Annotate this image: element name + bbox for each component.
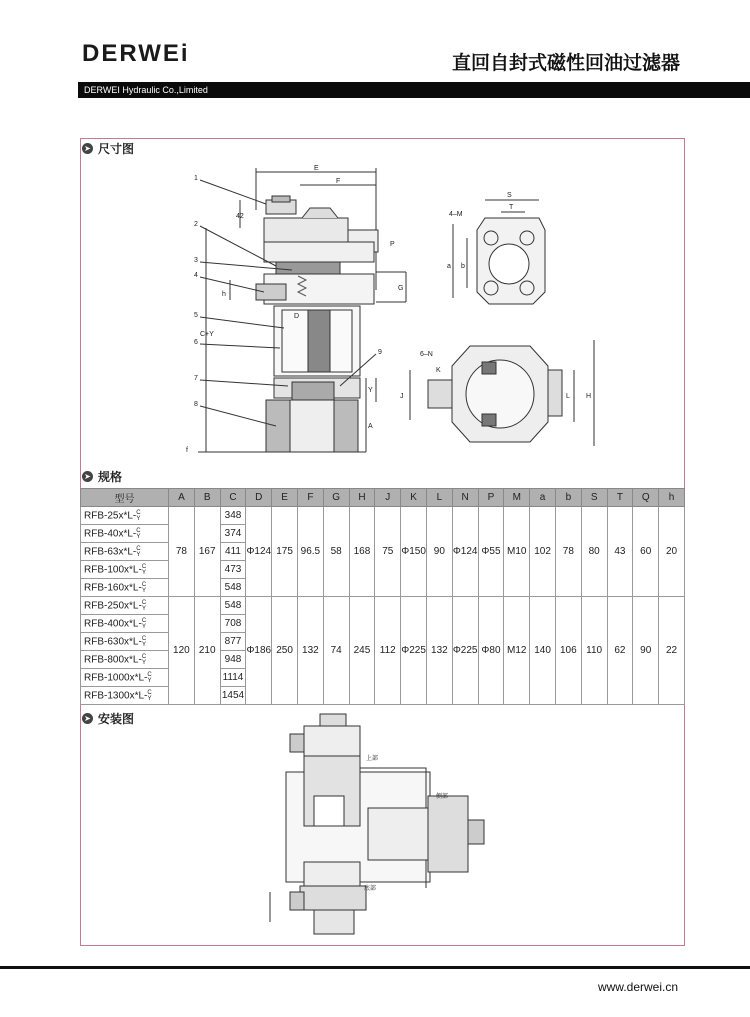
dim-F: F [336,178,341,185]
model-cell: RFB-25x*L-C Y [81,507,169,525]
install-drawing [260,712,500,942]
value-cell: Φ186 [246,597,272,705]
value-cell: 96.5 [297,507,323,597]
c-value-cell: 348 [220,507,246,525]
value-cell: 175 [272,507,298,597]
dim-J: J [400,393,404,400]
col-header: E [272,489,298,507]
col-header: S [581,489,607,507]
col-header: T [607,489,633,507]
value-cell: Φ124 [246,507,272,597]
dim-K: K [436,367,441,374]
callout-6: 6 [194,339,198,346]
spec-table-body [81,507,685,705]
value-cell: Φ124 [452,507,478,597]
head-top-drawing [400,330,610,455]
col-header: G [323,489,349,507]
dim-P: P [390,241,395,248]
value-cell: 60 [633,507,659,597]
value-cell: 58 [323,507,349,597]
model-suffix: C Y [147,689,152,702]
dim-42: 42 [236,213,244,220]
section-specs-heading [82,468,122,485]
value-cell: 132 [426,597,452,705]
bullet-icon: ➤ [82,713,93,724]
table-row [81,507,685,525]
c-value-cell: 548 [220,579,246,597]
col-header: F [297,489,323,507]
dimension-drawing [180,160,410,460]
col-header: C [220,489,246,507]
value-cell: Φ150 [401,507,427,597]
dim-f: f [186,447,188,454]
col-header: P [478,489,504,507]
model-cell: RFB-100x*L-C Y [81,561,169,579]
dim-Y: Y [368,387,373,394]
value-cell: 140 [530,597,556,705]
spec-header-row [81,489,685,507]
install-label-bottom: 底部 [364,886,377,892]
model-suffix: C Y [147,671,152,684]
dim-6N: 6–N [420,351,433,358]
callout-7: 7 [194,375,198,382]
value-cell: 43 [607,507,633,597]
col-header: B [194,489,220,507]
col-header: 型号 [81,489,169,507]
col-header: J [375,489,401,507]
callout-5: 5 [194,312,198,319]
company-bar: DERWEI Hydraulic Co.,Limited [78,82,750,98]
model-suffix: C Y [141,599,147,612]
value-cell: Φ225 [401,597,427,705]
value-cell: 78 [169,507,195,597]
col-header: M [504,489,530,507]
dim-A: A [368,423,373,430]
section-dimensions-label: 尺寸图 [98,142,135,156]
value-cell: 22 [659,597,685,705]
flange-drawing [445,188,555,308]
value-cell: 167 [194,507,220,597]
callout-3: 3 [194,257,198,264]
bullet-icon: ➤ [82,143,93,154]
callout-4: 4 [194,272,198,279]
value-cell: Φ80 [478,597,504,705]
value-cell: 80 [581,507,607,597]
callout-1: 1 [194,175,198,182]
col-header: b [555,489,581,507]
value-cell: 90 [426,507,452,597]
value-cell: 90 [633,597,659,705]
model-cell: RFB-63x*L-C Y [81,543,169,561]
col-header: D [246,489,272,507]
value-cell: M12 [504,597,530,705]
footer-url: www.derwei.cn [597,980,678,994]
c-value-cell: 548 [220,597,246,615]
company-logo: DERWEi [82,40,190,67]
dim-H: H [586,393,592,400]
col-header: A [169,489,195,507]
col-header: L [426,489,452,507]
value-cell: 106 [555,597,581,705]
value-cell: 132 [297,597,323,705]
dim-L: L [566,393,570,400]
install-label-top: 上部 [366,756,379,762]
model-cell: RFB-1000x*L-C Y [81,669,169,687]
model-cell: RFB-160x*L-C Y [81,579,169,597]
value-cell: 110 [581,597,607,705]
callout-2: 2 [194,221,198,228]
value-cell: 210 [194,597,220,705]
callout-9: 9 [378,349,382,356]
value-cell: M10 [504,507,530,597]
value-cell: 78 [555,507,581,597]
section-specs-label: 规格 [98,470,123,484]
dim-4M: 4–M [449,211,463,218]
bullet-icon: ➤ [82,471,93,482]
value-cell: 245 [349,597,375,705]
value-cell: 74 [323,597,349,705]
dim-S: S [507,192,512,199]
col-header: N [452,489,478,507]
model-cell: RFB-400x*L-C Y [81,615,169,633]
dim-a: a [447,263,451,270]
model-suffix: C Y [141,635,147,648]
col-header: a [530,489,556,507]
page-title: 直回自封式磁性回油过滤器 [451,52,680,74]
model-suffix: C Y [141,617,147,630]
dim-G: G [398,285,404,292]
model-suffix: C Y [136,509,141,522]
value-cell: 62 [607,597,633,705]
model-suffix: C Y [136,527,141,540]
model-suffix: C Y [136,545,141,558]
callout-8: 8 [194,401,198,408]
model-cell: RFB-630x*L-C Y [81,633,169,651]
section-install-label: 安装图 [98,712,135,726]
table-row [81,597,685,615]
model-suffix: C Y [141,653,147,666]
footer-rule [0,966,750,969]
model-cell: RFB-40x*L-C Y [81,525,169,543]
value-cell: 75 [375,507,401,597]
value-cell: 112 [375,597,401,705]
c-value-cell: 1114 [220,669,246,687]
value-cell: Φ225 [452,597,478,705]
c-value-cell: 411 [220,543,246,561]
value-cell: 250 [272,597,298,705]
col-header: Q [633,489,659,507]
dim-E: E [314,165,319,172]
col-header: K [401,489,427,507]
dim-C+Y: C+Y [200,331,214,338]
value-cell: Φ55 [478,507,504,597]
value-cell: 102 [530,507,556,597]
c-value-cell: 948 [220,651,246,669]
value-cell: 168 [349,507,375,597]
dim-D: D [294,313,300,320]
dim-h: h [222,291,226,298]
spec-table [80,488,685,705]
model-cell: RFB-250x*L-C Y [81,597,169,615]
dim-T: T [509,204,514,211]
section-dimensions-heading [82,140,134,157]
section-install-heading [82,710,134,727]
model-suffix: C Y [141,563,147,576]
c-value-cell: 1454 [220,687,246,705]
model-suffix: C Y [141,581,147,594]
value-cell: 120 [169,597,195,705]
c-value-cell: 708 [220,615,246,633]
c-value-cell: 877 [220,633,246,651]
col-header: h [659,489,685,507]
value-cell: 20 [659,507,685,597]
dim-b: b [461,263,465,270]
col-header: H [349,489,375,507]
install-label-side: 侧部 [436,794,449,800]
model-cell: RFB-1300x*L-C Y [81,687,169,705]
c-value-cell: 374 [220,525,246,543]
c-value-cell: 473 [220,561,246,579]
model-cell: RFB-800x*L-C Y [81,651,169,669]
